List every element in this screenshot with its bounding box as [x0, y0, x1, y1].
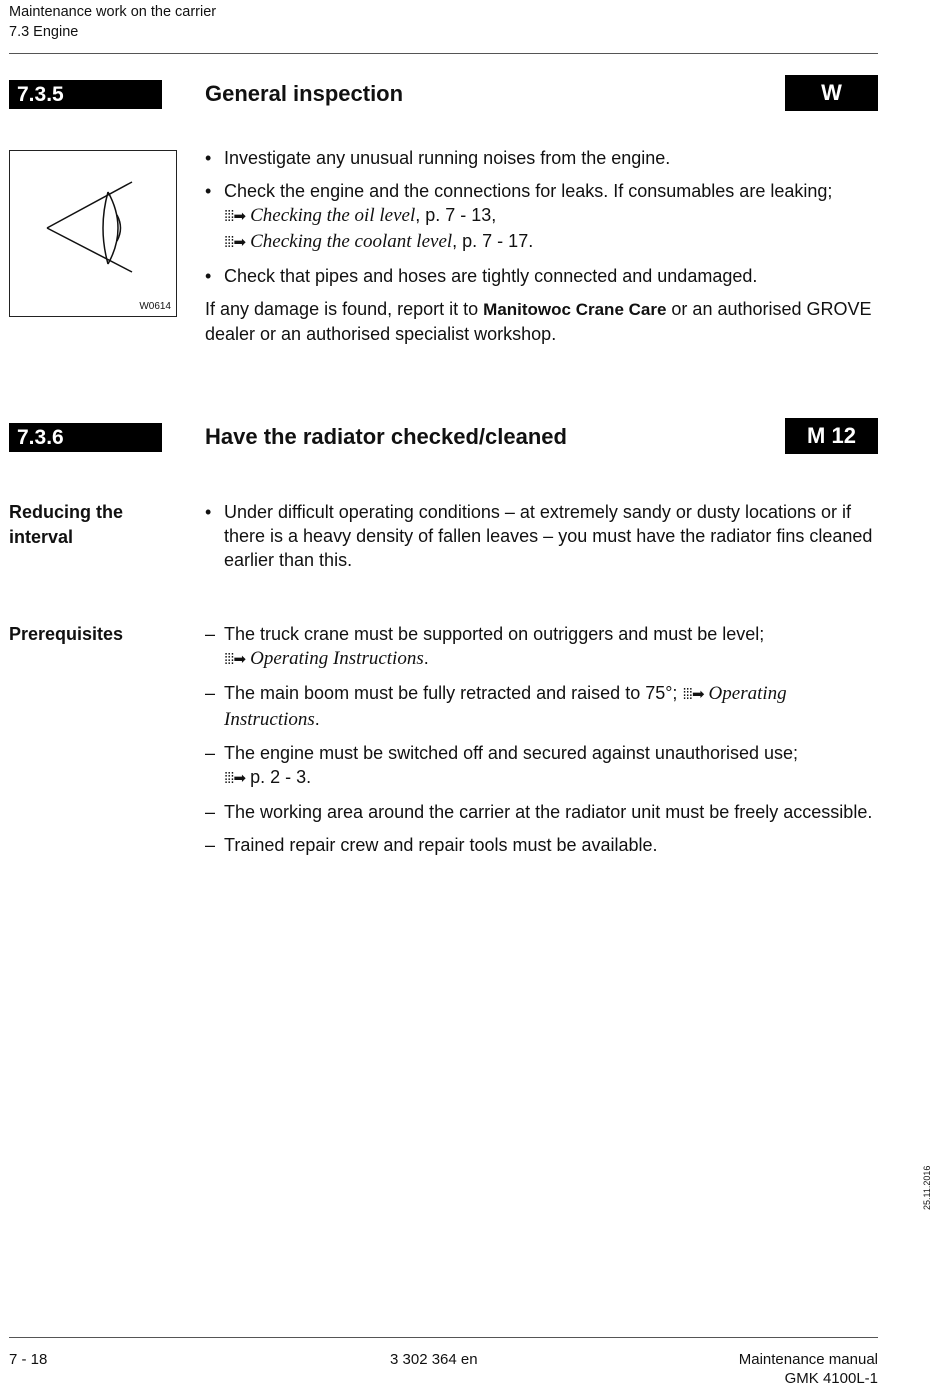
- interval-badge-m12: M 12: [785, 418, 878, 454]
- dash: –: [205, 683, 216, 703]
- ref-page: , p. 7 - 13,: [415, 205, 497, 225]
- label-line: interval: [9, 527, 74, 547]
- list-item: [205, 500, 885, 572]
- page-number: 7 - 18: [9, 1351, 48, 1368]
- header-divider: [9, 53, 878, 54]
- list-item: [205, 179, 885, 255]
- section-title-general-inspection: General inspection: [205, 81, 404, 106]
- running-header-chapter: Maintenance work on the carrier: [9, 4, 217, 20]
- link-operating-instructions[interactable]: Operating Instructions: [250, 648, 424, 669]
- bullet-text: Investigate any unusual running noises from the engine.: [224, 148, 671, 168]
- cross-reference-arrow-icon: ⁞⁞⁞➡: [224, 208, 246, 225]
- footer-divider: [9, 1337, 878, 1338]
- ref-page: , p. 7 - 17.: [452, 231, 534, 251]
- cross-reference-arrow-icon: ⁞⁞⁞➡: [224, 651, 246, 668]
- item-text: The truck crane must be supported on outriggers and must be level;: [224, 624, 765, 644]
- item-end: .: [423, 648, 429, 668]
- bullet: •: [205, 266, 212, 286]
- reducing-interval-body: [205, 500, 885, 581]
- bullet-text: Check the engine and the connections for leaks. If consumables are leaking;: [224, 181, 833, 201]
- model-name: GMK 4100L-1: [784, 1370, 878, 1387]
- dash: –: [205, 743, 216, 763]
- bullet: •: [205, 502, 212, 522]
- inspection-eye-figure: [9, 150, 177, 317]
- label-prerequisites: Prerequisites: [9, 624, 124, 644]
- document-number: 3 302 364 en: [390, 1351, 478, 1368]
- cross-reference-arrow-icon: ⁞⁞⁞➡: [682, 686, 704, 703]
- list-item: [205, 146, 885, 170]
- eye-icon: [10, 151, 176, 316]
- item-text: The main boom must be fully retracted and raised to 75°;: [224, 683, 678, 703]
- dash: –: [205, 624, 216, 644]
- list-item: [205, 622, 885, 672]
- label-reducing-interval: [9, 500, 169, 550]
- list-item: [205, 741, 885, 791]
- prerequisites-list: [205, 622, 885, 866]
- list-item: [205, 833, 885, 857]
- section-number-7-3-6: 7.3.6: [9, 423, 162, 452]
- list-item: [205, 800, 885, 824]
- item-end: .: [314, 709, 320, 729]
- section-title-radiator: Have the radiator checked/cleaned: [205, 424, 567, 449]
- damage-report-paragraph: [205, 297, 885, 346]
- link-checking-oil-level[interactable]: Checking the oil level: [250, 205, 416, 226]
- damage-text-start: If any damage is found, report it to: [205, 299, 484, 319]
- link-page-2-3[interactable]: p. 2 - 3.: [250, 767, 312, 787]
- running-header-section: 7.3 Engine: [9, 24, 79, 40]
- dash: –: [205, 835, 216, 855]
- cross-reference-arrow-icon: ⁞⁞⁞➡: [224, 770, 246, 787]
- brand-name: Manitowoc Crane Care: [483, 300, 667, 319]
- item-text: The working area around the carrier at the radiator unit must be freely accessible.: [224, 802, 873, 822]
- figure-code: W0614: [139, 301, 171, 312]
- damage-text-end: or an authorised GROVE dealer or an authorised specialist workshop.: [205, 299, 872, 344]
- bullet-text: Under difficult operating conditions – at extremely sandy or dusty locations or if there is a heavy density of fallen leaves – you must have the radiator fins cleaned earlier than this.: [224, 502, 873, 570]
- link-operating-instructions[interactable]: Operating Instructions: [224, 683, 787, 730]
- section-number-7-3-5: 7.3.5: [9, 80, 162, 109]
- bullet-text: Check that pipes and hoses are tightly connected and undamaged.: [224, 266, 758, 286]
- general-inspection-body: [205, 146, 885, 346]
- interval-badge-w: W: [785, 75, 878, 111]
- manual-name: Maintenance manual: [738, 1351, 878, 1368]
- link-checking-coolant-level[interactable]: Checking the coolant level: [250, 231, 453, 252]
- label-line: Reducing the: [9, 502, 124, 522]
- bullet: •: [205, 181, 212, 201]
- dash: –: [205, 802, 216, 822]
- manual-title: [739, 1350, 878, 1388]
- revision-date: 25.11.2016: [922, 1165, 932, 1210]
- item-text: The engine must be switched off and secured against unauthorised use;: [224, 743, 799, 763]
- bullet: •: [205, 148, 212, 168]
- item-text: Trained repair crew and repair tools must be available.: [224, 835, 658, 855]
- list-item: [205, 264, 885, 288]
- list-item: [205, 681, 885, 732]
- cross-reference-arrow-icon: ⁞⁞⁞➡: [224, 234, 246, 251]
